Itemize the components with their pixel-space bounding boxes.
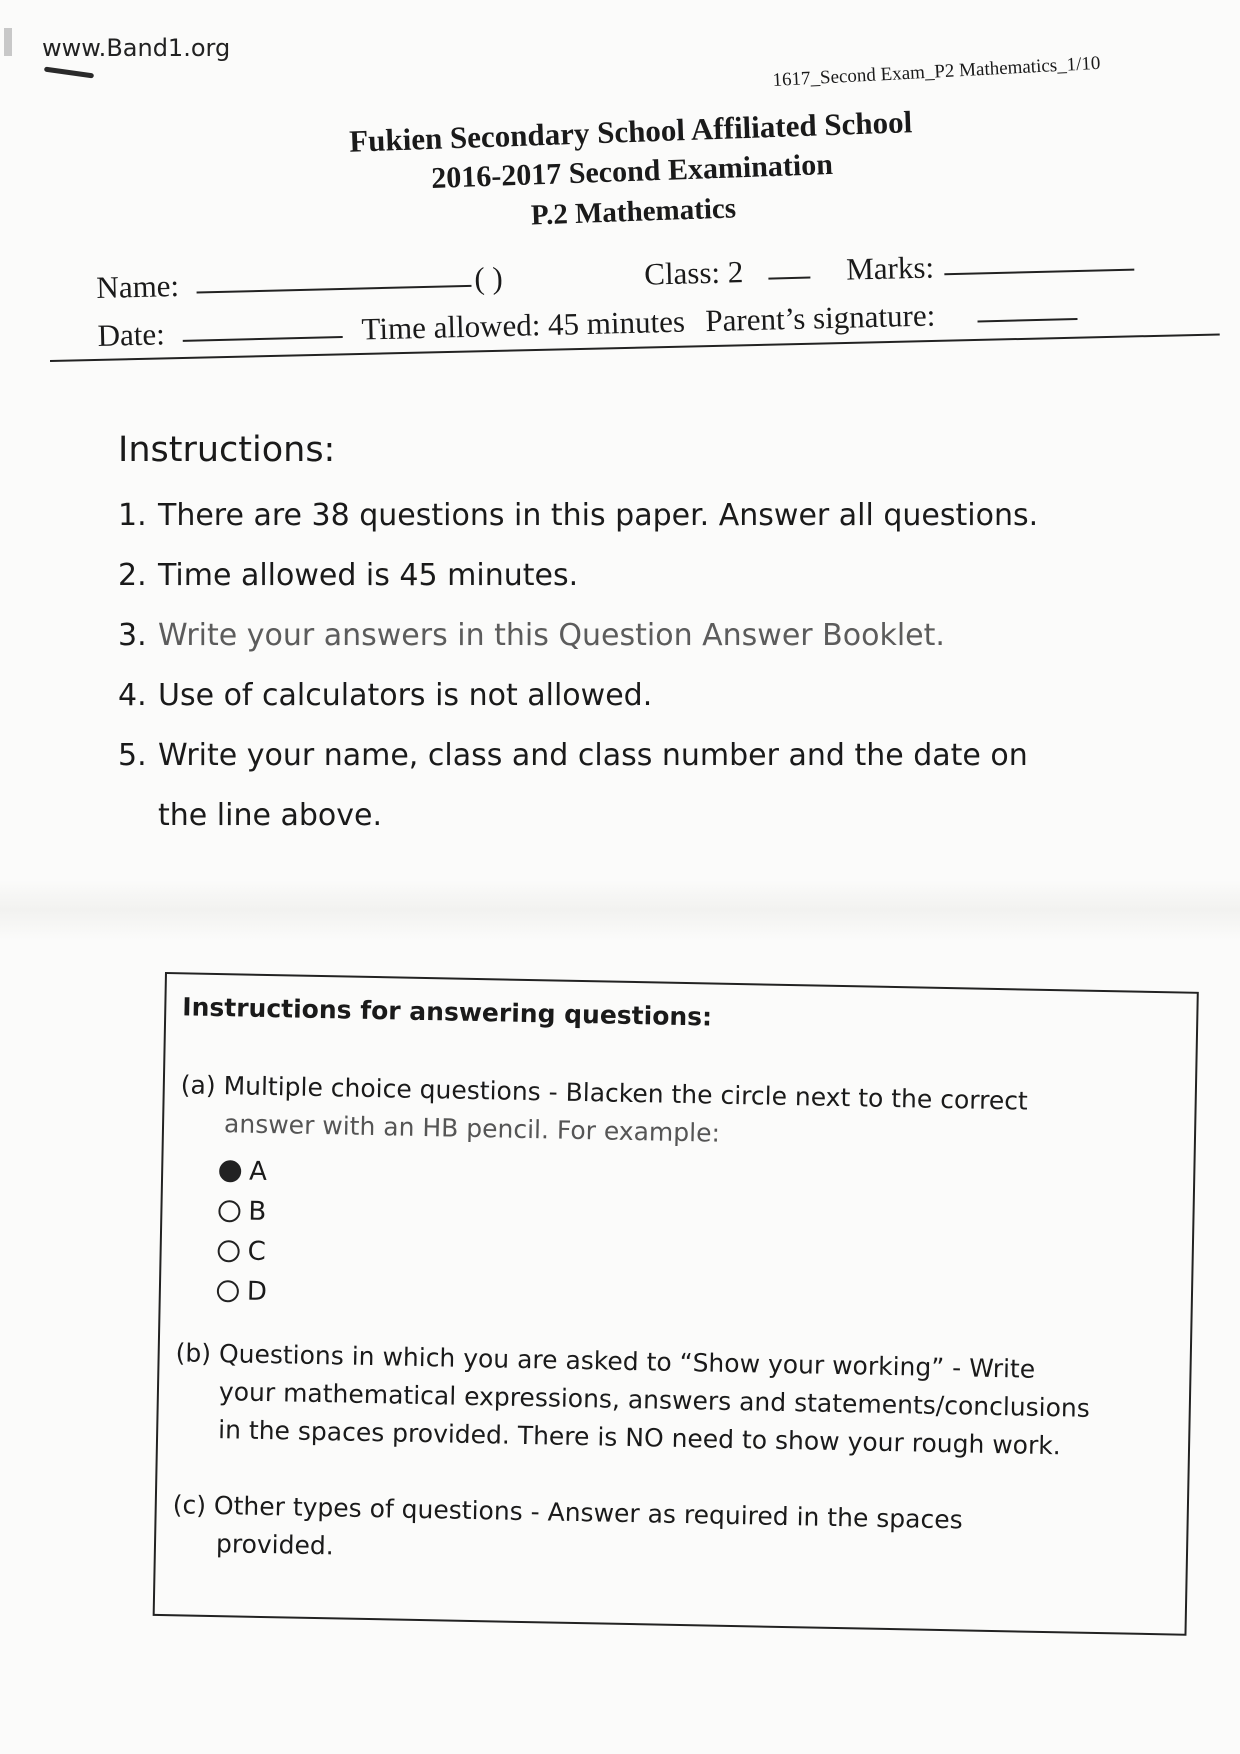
option-d[interactable]: D bbox=[217, 1271, 268, 1312]
answering-instructions-box bbox=[153, 972, 1199, 1636]
part-c-line2: provided. bbox=[215, 1529, 334, 1561]
answering-title: Instructions for answering questions: bbox=[182, 992, 713, 1032]
name-label: Name: bbox=[96, 267, 180, 305]
empty-circle-icon bbox=[217, 1280, 239, 1302]
instruction-item: 4. Use of calculators is not allowed. bbox=[118, 678, 653, 713]
part-b bbox=[174, 1334, 1156, 1467]
option-c[interactable]: C bbox=[217, 1231, 268, 1272]
instruction-item: 3. Write your answers in this Question Answer Booklet. bbox=[118, 618, 945, 653]
part-a-line2: answer with an HB pencil. For example: bbox=[223, 1109, 721, 1148]
part-b-line1: (b) Questions in which you are asked to “Show your working” - Write bbox=[175, 1338, 1036, 1384]
scan-shadow bbox=[0, 880, 1240, 940]
class-label: Class: 2 bbox=[643, 254, 744, 292]
part-c bbox=[172, 1486, 1153, 1581]
subject-title: P.2 Mathematics bbox=[530, 192, 737, 232]
part-b-line2: your mathematical expressions, answers and statements/conclusions bbox=[218, 1377, 1091, 1423]
part-b-line3: in the spaces provided. There is NO need to show your rough work. bbox=[217, 1415, 1061, 1461]
part-a bbox=[180, 1066, 1161, 1161]
pen-dash-mark bbox=[44, 67, 94, 79]
empty-circle-icon bbox=[218, 1200, 240, 1222]
marks-label: Marks: bbox=[845, 249, 935, 287]
instruction-item: 5. Write your name, class and class number and the date on the line above. bbox=[118, 738, 1028, 833]
part-c-line1: (c) Other types of questions - Answer as required in the spaces bbox=[172, 1490, 963, 1535]
example-options bbox=[217, 1151, 270, 1312]
filled-circle-icon bbox=[219, 1160, 241, 1182]
parent-signature-label: Parent’s signature: bbox=[704, 297, 936, 339]
exam-header bbox=[220, 98, 1044, 247]
document-code: 1617_Second Exam_P2 Mathematics_1/10 bbox=[772, 52, 1101, 91]
empty-circle-icon bbox=[217, 1240, 239, 1262]
instructions-title: Instructions: bbox=[118, 430, 336, 470]
instructions-section bbox=[118, 430, 1178, 846]
date-label: Date: bbox=[97, 316, 166, 353]
exam-name: 2016-2017 Second Examination bbox=[430, 147, 834, 195]
option-b[interactable]: B bbox=[218, 1191, 269, 1232]
school-name: Fukien Secondary School Affiliated School bbox=[348, 104, 913, 159]
option-a[interactable]: A bbox=[219, 1151, 270, 1192]
part-a-line1: (a) Multiple choice questions - Blacken the circle next to the correct bbox=[180, 1070, 1029, 1116]
time-allowed: Time allowed: 45 minutes bbox=[361, 303, 686, 347]
instruction-item: 2. Time allowed is 45 minutes. bbox=[118, 558, 579, 593]
class-number-bracket: ( ) bbox=[473, 260, 504, 296]
website-url: www.Band1.org bbox=[42, 34, 231, 62]
scan-edge-mark bbox=[4, 28, 12, 56]
instruction-item: 1. There are 38 questions in this paper. Answer all questions. bbox=[118, 498, 1039, 533]
